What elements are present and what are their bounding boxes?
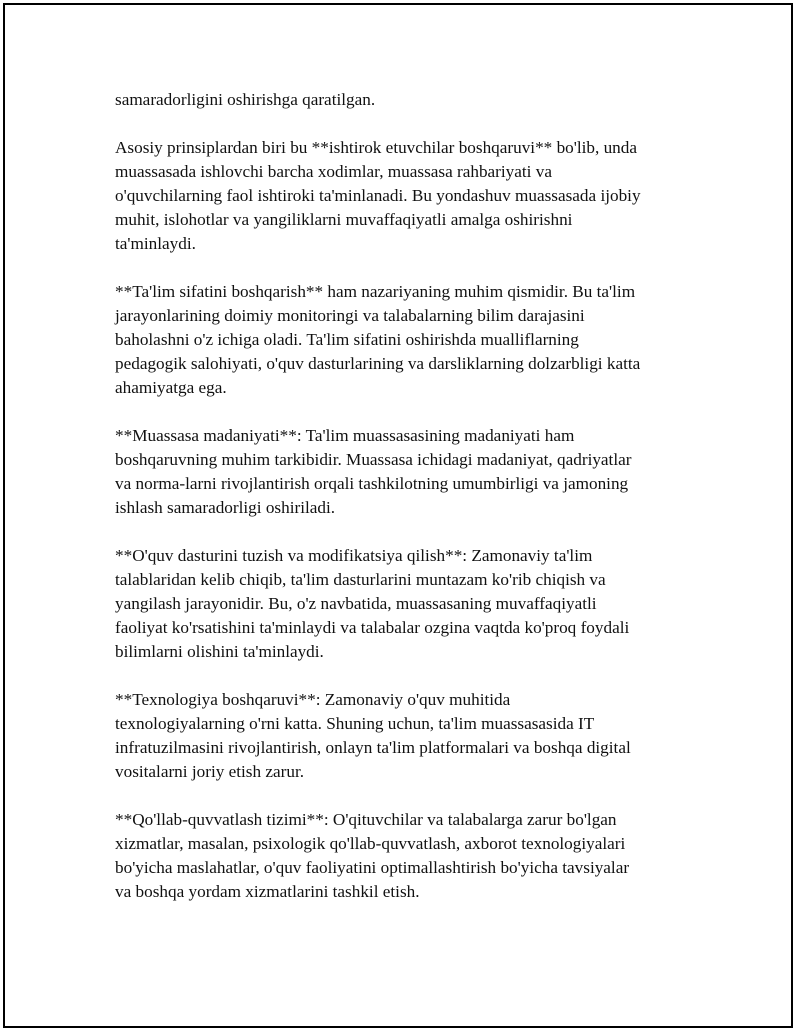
- document-body: [115, 88, 690, 928]
- text-line: Asosiy prinsiplardan biri bu **ishtirok etuvchilar boshqaruvi** bo'lib, unda: [115, 138, 637, 157]
- text-line: boshqaruvning muhim tarkibidir. Muassasa ichidagi madaniyat, qadriyatlar: [115, 450, 632, 469]
- text-line: o'quvchilarning faol ishtiroki ta'minlanadi. Bu yondashuv muassasada ijobiy: [115, 186, 641, 205]
- text-line: **O'quv dasturini tuzish va modifikatsiya qilish**: Zamonaviy ta'lim: [115, 546, 593, 565]
- text-line: **Muassasa madaniyati**: Ta'lim muassasasining madaniyati ham: [115, 426, 575, 445]
- text-line: ishlash samaradorligi oshiriladi.: [115, 498, 336, 517]
- text-line: samaradorligini oshirishga qaratilgan.: [115, 90, 376, 109]
- text-line: infratuzilmasini rivojlantirish, onlayn ta'lim platformalari va boshqa digital: [115, 738, 631, 757]
- text-line: ta'minlaydi.: [115, 234, 196, 253]
- text-line: texnologiyalarning o'rni katta. Shuning uchun, ta'lim muassasasida IT: [115, 714, 595, 733]
- text-line: pedagogik salohiyati, o'quv dasturlarining va darsliklarning dolzarbligi katta: [115, 354, 641, 373]
- text-line: baholashni o'z ichiga oladi. Ta'lim sifatini oshirishda mualliflarning: [115, 330, 579, 349]
- paragraph-participant-management: [115, 136, 690, 256]
- paragraph-intro-end: [115, 88, 690, 112]
- text-line: **Qo'llab-quvvatlash tizimi**: O'qituvchilar va talabalarga zarur bo'lgan: [115, 810, 617, 829]
- text-line: bilimlarni olishini ta'minlaydi.: [115, 642, 324, 661]
- text-line: va norma-larni rivojlantirish orqali tashkilotning umumbirligi va jamoning: [115, 474, 629, 493]
- paragraph-curriculum: [115, 544, 690, 664]
- paragraph-technology-management: [115, 688, 690, 784]
- paragraph-support-system: [115, 808, 690, 904]
- text-line: jarayonlarining doimiy monitoringi va talabalarning bilim darajasini: [115, 306, 585, 325]
- text-line: **Texnologiya boshqaruvi**: Zamonaviy o'quv muhitida: [115, 690, 511, 709]
- text-line: vositalarni joriy etish zarur.: [115, 762, 305, 781]
- text-line: faoliyat ko'rsatishini ta'minlaydi va talabalar ozgina vaqtda ko'proq foydali: [115, 618, 630, 637]
- text-line: **Ta'lim sifatini boshqarish** ham nazariyaning muhim qismidir. Bu ta'lim: [115, 282, 636, 301]
- text-line: ahamiyatga ega.: [115, 378, 227, 397]
- text-line: xizmatlar, masalan, psixologik qo'llab-quvvatlash, axborot texnologiyalari: [115, 834, 626, 853]
- text-line: yangilash jarayonidir. Bu, o'z navbatida, muassasaning muvaffaqiyatli: [115, 594, 597, 613]
- text-line: talablaridan kelib chiqib, ta'lim dasturlarini muntazam ko'rib chiqish va: [115, 570, 606, 589]
- text-line: muassasada ishlovchi barcha xodimlar, muassasa rahbariyati va: [115, 162, 552, 181]
- paragraph-institution-culture: [115, 424, 690, 520]
- text-line: va boshqa yordam xizmatlarini tashkil etish.: [115, 882, 420, 901]
- text-line: bo'yicha maslahatlar, o'quv faoliyatini optimallashtirish bo'yicha tavsiyalar: [115, 858, 630, 877]
- text-line: muhit, islohotlar va yangiliklarni muvaffaqiyatli amalga oshirishni: [115, 210, 573, 229]
- paragraph-education-quality: [115, 280, 690, 400]
